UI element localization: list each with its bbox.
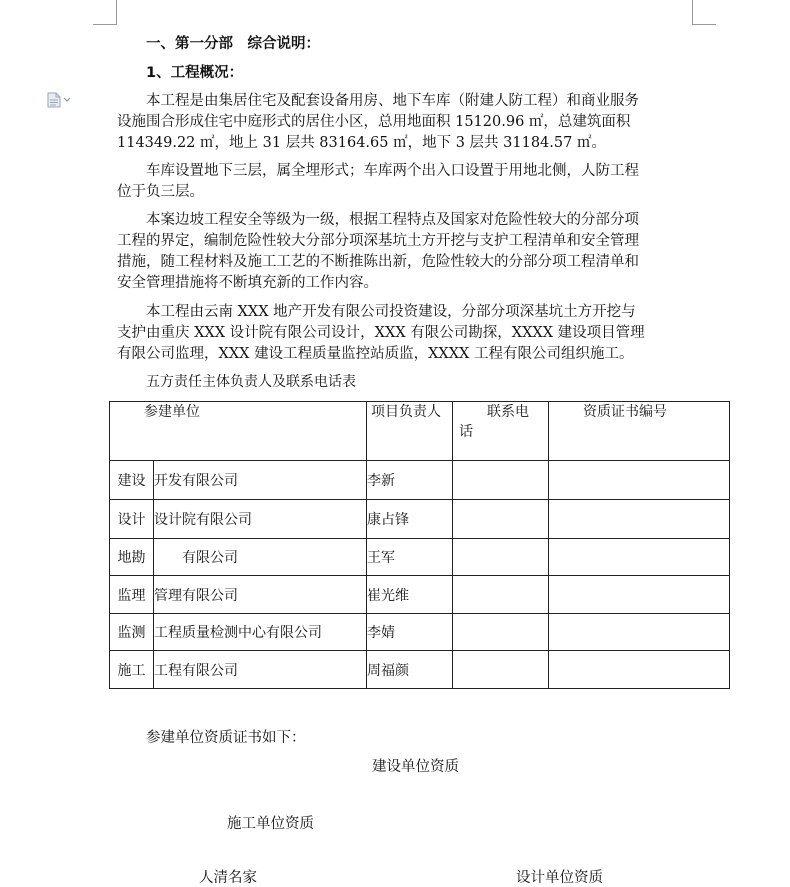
phone-cell (453, 576, 549, 614)
crop-mark-left-horizontal (93, 24, 117, 25)
section-heading: 一、第一分部 综合说明： (146, 36, 320, 52)
paragraph-line: 有限公司监理，XXX 建设工程质量监控站质监，XXXX 工程有限公司组织施工。 (117, 346, 634, 362)
phone-cell (453, 651, 549, 689)
table-header-row (110, 402, 730, 461)
phone-cell (453, 614, 549, 651)
crop-mark-left-vertical (116, 0, 117, 24)
header-phone: 联系电话 (453, 402, 549, 461)
unit-cell: 有限公司 (154, 539, 367, 576)
role-cell: 施工 (110, 651, 154, 689)
header-unit: 参建单位 (110, 402, 367, 461)
person-cell: 李新 (367, 461, 453, 500)
unit-cell: 设计院有限公司 (154, 500, 367, 539)
paragraph-line: 设施围合形成住宅中庭形式的居住小区，总用地面积 15120.96 ㎡，总建筑面积 (117, 114, 631, 130)
survey-unit-cert-label-partial: 人清名家 (199, 870, 257, 886)
cert-cell (549, 614, 730, 651)
cert-cell (549, 576, 730, 614)
phone-cell (453, 539, 549, 576)
person-cell: 崔光维 (367, 576, 453, 614)
person-cell: 王军 (367, 539, 453, 576)
table-row (110, 651, 730, 689)
build-unit-cert-label: 建设单位资质 (372, 759, 459, 775)
paragraph-line: 工程的界定，编制危险性较大分部分项深基坑土方开挖与支护工程清单和安全管理 (117, 233, 639, 249)
crop-mark-right-vertical (692, 0, 693, 24)
table-row (110, 500, 730, 539)
unit-cell: 管理有限公司 (154, 576, 367, 614)
table-row (110, 539, 730, 576)
unit-cell: 开发有限公司 (154, 461, 367, 500)
header-person: 项目负责人 (367, 402, 453, 461)
table-row (110, 576, 730, 614)
paragraph-line: 本工程是由集居住宅及配套设备用房、地下车库（附建人防工程）和商业服务 (146, 93, 639, 109)
certificates-intro: 参建单位资质证书如下： (146, 730, 306, 746)
construction-unit-cert-label: 施工单位资质 (227, 816, 314, 832)
table-row (110, 461, 730, 500)
paragraph-line: 措施，随工程材料及施工工艺的不断推陈出新，危险性较大的分部分项工程清单和 (117, 254, 639, 270)
table-caption: 五方责任主体负责人及联系电话表 (146, 374, 356, 390)
page-icon (47, 92, 61, 108)
person-cell: 李婧 (367, 614, 453, 651)
phone-cell (453, 500, 549, 539)
header-cert: 资质证书编号 (549, 402, 730, 461)
design-unit-cert-label-partial: 设计单位资质 (516, 870, 603, 886)
paragraph-line: 本案边坡工程安全等级为一级，根据工程特点及国家对危险性较大的分部分项 (146, 212, 639, 228)
crop-mark-right-horizontal (692, 24, 716, 25)
role-cell: 监理 (110, 576, 154, 614)
person-cell: 康占锋 (367, 500, 453, 539)
cert-cell (549, 461, 730, 500)
paragraph-line: 安全管理措施将不断填充新的工作内容。 (117, 275, 378, 291)
paragraph-line: 114349.22 ㎡，地上 31 层共 83164.65 ㎡，地下 3 层共 31184.57 ㎡。 (117, 135, 606, 151)
table-row (110, 614, 730, 651)
person-cell: 周福颜 (367, 651, 453, 689)
paragraph-line: 车库设置地下三层，属全埋形式；车库两个出入口设置于用地北侧，人防工程 (146, 163, 639, 179)
phone-cell (453, 461, 549, 500)
cert-cell (549, 651, 730, 689)
subsection-heading: 1、工程概况： (146, 65, 244, 81)
cert-cell (549, 539, 730, 576)
role-cell: 地勘 (110, 539, 154, 576)
document-outline-icon[interactable] (47, 92, 75, 108)
chevron-down-icon (63, 97, 71, 103)
role-cell: 设计 (110, 500, 154, 539)
unit-cell: 工程有限公司 (154, 651, 367, 689)
paragraph-line: 本工程由云南 XXX 地产开发有限公司投资建设，分部分项深基坑土方开挖与 (146, 304, 636, 320)
paragraph-line: 支护由重庆 XXX 设计院有限公司设计，XXX 有限公司勘探，XXXX 建设项目管理 (117, 325, 645, 341)
responsibility-table (109, 401, 730, 689)
role-cell: 监测 (110, 614, 154, 651)
role-cell: 建设 (110, 461, 154, 500)
unit-cell: 工程质量检测中心有限公司 (154, 614, 367, 651)
paragraph-line: 位于负三层。 (117, 184, 204, 200)
cert-cell (549, 500, 730, 539)
